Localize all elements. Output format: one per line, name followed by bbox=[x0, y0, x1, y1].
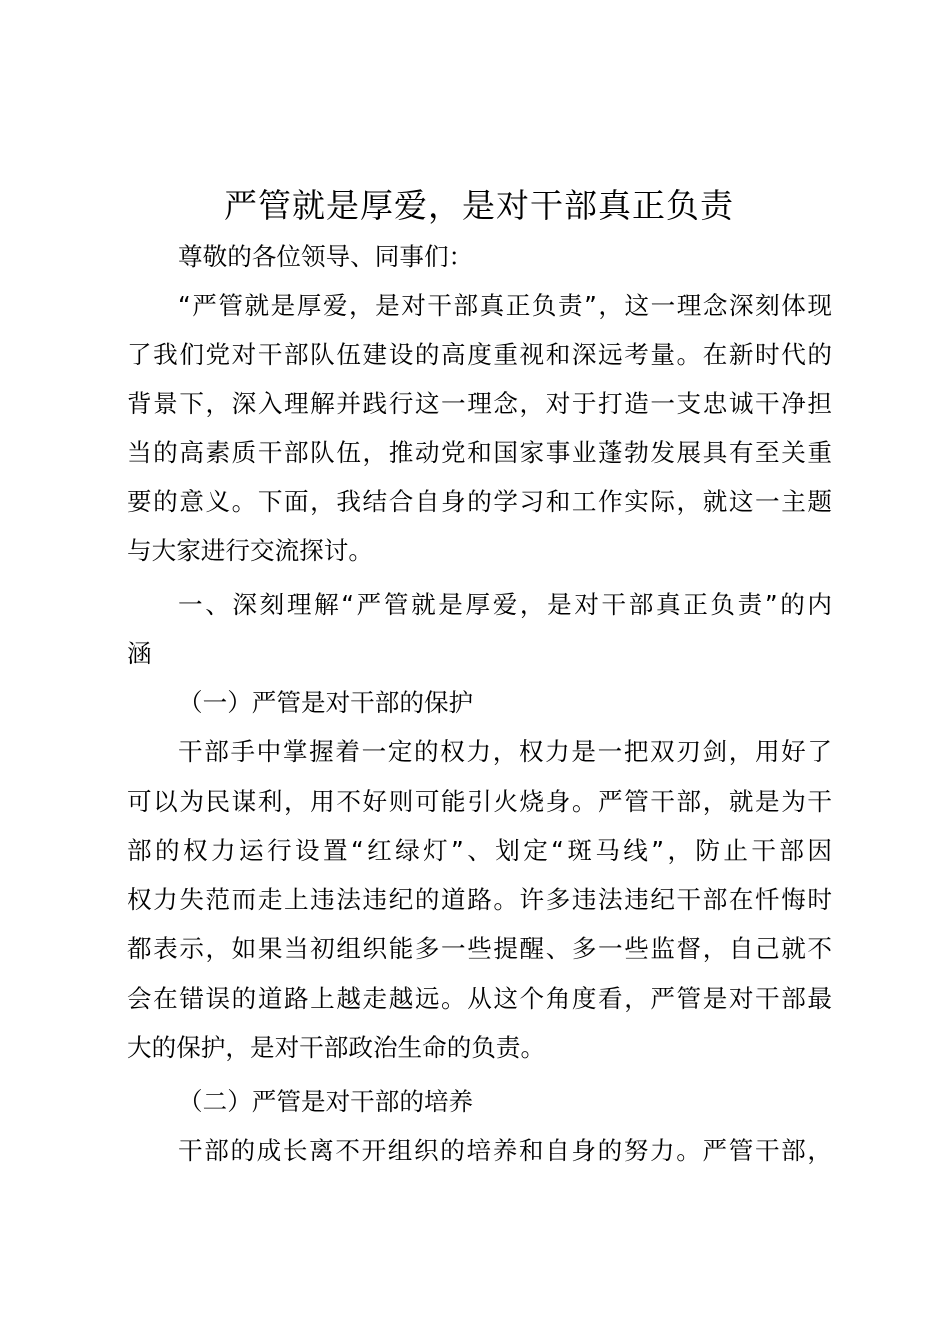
paragraph-line: 要的意义。下面，我结合自身的学习和工作实际，就这一主题 bbox=[127, 487, 832, 516]
paragraph-line: 权力失范而走上违法违纪的道路。许多违法违纪干部在忏悔时 bbox=[127, 885, 832, 914]
paragraph-line: 与大家进行交流探讨。 bbox=[127, 536, 373, 565]
greeting: 尊敬的各位领导、同事们： bbox=[178, 242, 474, 271]
paragraph-line: 都表示，如果当初组织能多一些提醒、多一些监督，自己就不 bbox=[127, 934, 832, 963]
paragraph-line: 背景下，深入理解并践行这一理念，对于打造一支忠诚干净担 bbox=[127, 389, 832, 418]
paragraph-line: “严管就是厚爱，是对干部真正负责”，这一理念深刻体现 bbox=[178, 291, 832, 320]
paragraph-line: 了我们党对干部队伍建设的高度重视和深远考量。在新时代的 bbox=[127, 340, 832, 369]
subsection-heading: （一）严管是对干部的保护 bbox=[178, 688, 474, 717]
paragraph-line: 会在错误的道路上越走越远。从这个角度看，严管是对干部最 bbox=[127, 984, 832, 1013]
paragraph-line: 大的保护，是对干部政治生命的负责。 bbox=[127, 1033, 546, 1062]
subsection-heading: （二）严管是对干部的培养 bbox=[178, 1087, 474, 1116]
section-heading: 一、深刻理解“严管就是厚爱，是对干部真正负责”的内 bbox=[178, 590, 832, 619]
section-heading: 涵 bbox=[127, 639, 152, 668]
document-title: 严管就是厚爱，是对干部真正负责 bbox=[224, 186, 734, 225]
paragraph-line: 当的高素质干部队伍，推动党和国家事业蓬勃发展具有至关重 bbox=[127, 438, 832, 467]
paragraph-line: 干部手中掌握着一定的权力，权力是一把双刃剑，用好了 bbox=[178, 737, 832, 766]
paragraph-line: 干部的成长离不开组织的培养和自身的努力。严管干部， bbox=[178, 1136, 832, 1165]
paragraph-line: 部的权力运行设置“红绿灯”、划定“斑马线”，防止干部因 bbox=[127, 836, 832, 865]
paragraph-line: 可以为民谋利，用不好则可能引火烧身。严管干部，就是为干 bbox=[127, 787, 832, 816]
